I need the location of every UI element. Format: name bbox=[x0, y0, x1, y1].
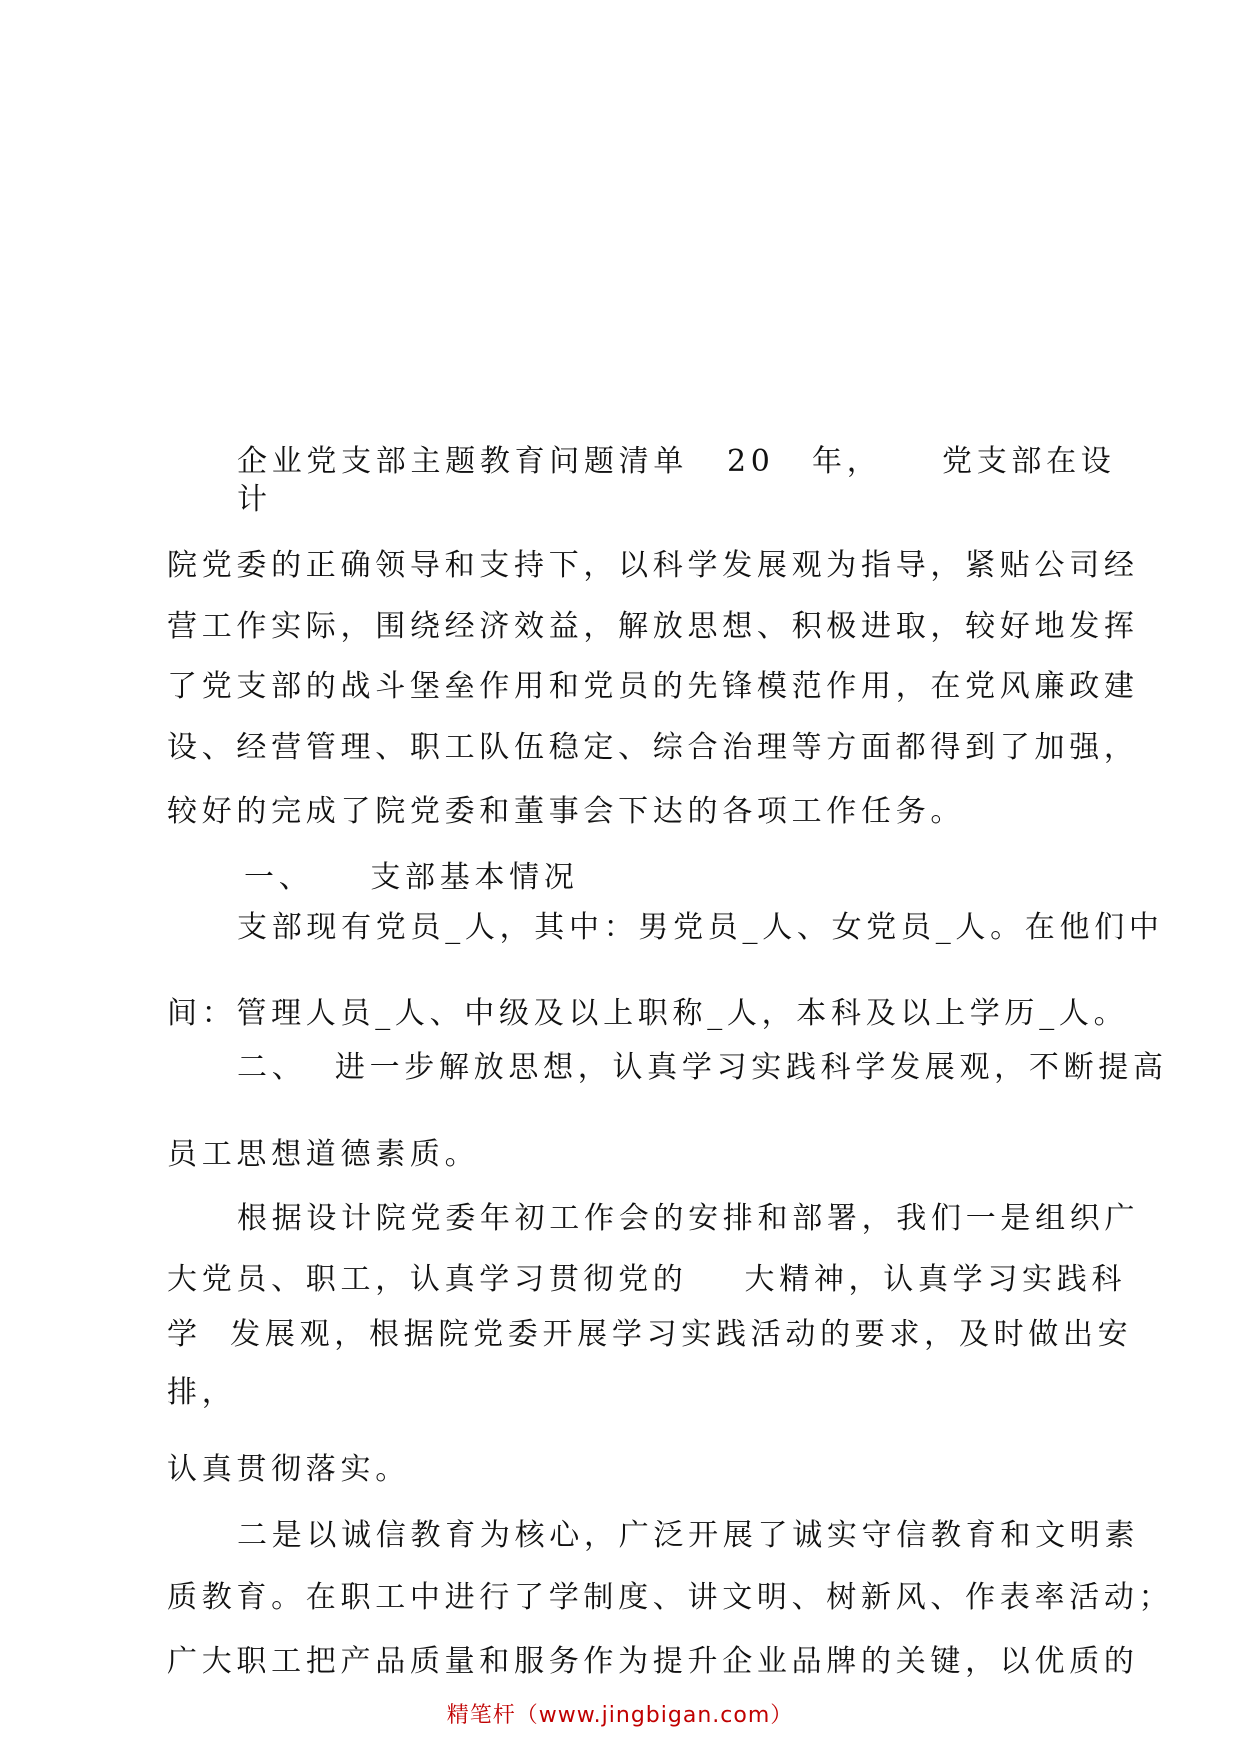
body-line: 间：管理人员_人、中级及以上职称_人，本科及以上学历_人。 bbox=[167, 996, 1129, 1031]
body-line: 学 发展观，根据院党委开展学习实践活动的要求，及时做出安 bbox=[167, 1317, 1133, 1352]
section-heading: 一、 支部基本情况 bbox=[244, 860, 579, 895]
body-line: 二是以诚信教育为核心，广泛开展了诚实守信教育和文明素 bbox=[237, 1518, 1140, 1553]
year-suffix: 年， bbox=[812, 444, 882, 479]
body-line: 排， bbox=[167, 1375, 237, 1410]
branch-text: 党支部在设 bbox=[942, 444, 1116, 479]
body-line: 较好的完成了院党委和董事会下达的各项工作任务。 bbox=[167, 794, 966, 829]
body-line: 质教育。在职工中进行了学制度、讲文明、树新风、作表率活动； bbox=[167, 1580, 1174, 1615]
year-prefix: 20 bbox=[727, 444, 775, 479]
body-line: 员工思想道德素质。 bbox=[167, 1137, 480, 1172]
body-line: 大党员、职工，认真学习贯彻党的 大精神，认真学习实践科 bbox=[167, 1262, 1127, 1297]
body-line: 认真贯彻落实。 bbox=[167, 1452, 410, 1487]
body-line: 支部现有党员_人，其中：男党员_人、女党员_人。在他们中 bbox=[237, 910, 1164, 945]
footer-watermark: 精笔杆（www.jingbigan.com） bbox=[446, 1703, 794, 1728]
body-line: 广大职工把产品质量和服务作为提升企业品牌的关键，以优质的 bbox=[167, 1644, 1139, 1679]
body-line: 院党委的正确领导和支持下，以科学发展观为指导，紧贴公司经 bbox=[167, 548, 1139, 583]
body-line: 设、经营管理、职工队伍稳定、综合治理等方面都得到了加强， bbox=[167, 730, 1139, 765]
document-title: 企业党支部主题教育问题清单 bbox=[237, 444, 689, 479]
title-continuation: 计 bbox=[237, 482, 272, 517]
body-line: 了党支部的战斗堡垒作用和党员的先锋模范作用，在党风廉政建 bbox=[167, 669, 1139, 704]
section-heading: 二、 进一步解放思想，认真学习实践科学发展观，不断提高 bbox=[237, 1050, 1168, 1085]
body-line: 根据设计院党委年初工作会的安排和部署，我们一是组织广 bbox=[237, 1201, 1140, 1236]
body-line: 营工作实际，围绕经济效益，解放思想、积极进取，较好地发挥 bbox=[167, 609, 1139, 644]
